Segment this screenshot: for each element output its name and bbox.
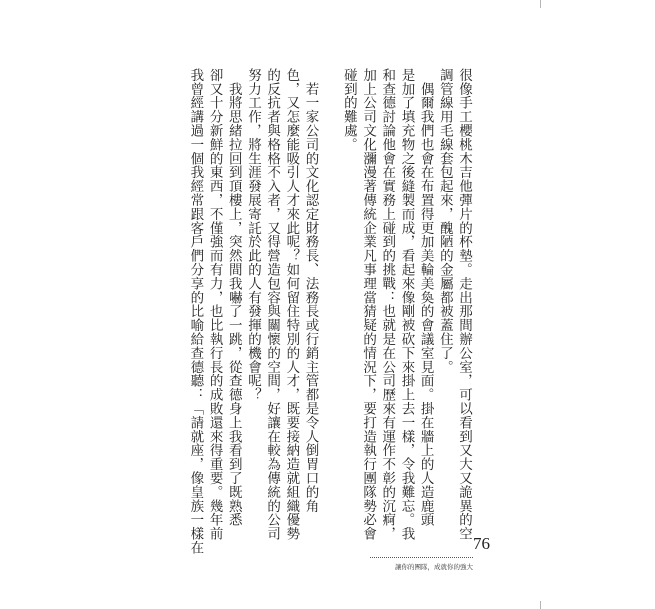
text-column: 我將思緒拉回到頂樓上，突然間我嚇了一跳，從查德身上我看到了既熟悉 [225,68,242,527]
text-column: 很像手工櫻桃木吉他彈片的杯墊。走出那間辦公室，可以看到又大又詭異的空 [456,68,472,541]
text-column: 偶爾我們也會在布置得更加美輪美奐的會議室見面。掛在牆上的人造鹿頭 [417,68,434,527]
text-column: 的反抗者與格格不入者，又得營造包容與關懷的空間，好讓在較為傳統的公司 [264,68,281,541]
page-number: 76 [473,534,490,553]
text-column: 若一家公司的文化認定財務長、法務長或行銷主管都是令人倒胃口的角 [302,68,319,513]
text-column: 努力工作，將生涯發展寄託於此的人有發揮的機會呢？ [244,68,261,402]
text-column: 卻又十分新鮮的東西，不僅強而有力，也比執行長的成敗還來得重要。幾年前 [206,68,223,541]
footer-divider [370,557,473,558]
running-footer-title: 讓你的團隊，成就你的強大 [395,563,473,571]
crop-mark-top [540,0,541,8]
body-text [173,68,473,555]
text-column: 和查德討論他會在實務上碰到的挑戰：也就是在公司歷來有運作不彰的沉痾， [379,68,396,541]
text-column: 調管線用毛線套包起來，醜陋的金屬都被蓋住了。 [436,68,453,374]
text-column: 碰到的難處。 [340,68,357,152]
text-column: 加上公司文化瀰漫著傳統企業凡事理當猜疑的情況下，要打造執行團隊勢必會 [360,68,377,541]
crop-mark-bottom [540,601,541,609]
text-column: 我曾經講過一個我經常跟客戶們分享的比喻給查德聽：「請就座，像皇族一樣在 [187,68,204,555]
text-column: 是加了填充物之後縫製而成，看起來像剛被砍下來掛上去一樣，令我難忘。我 [398,68,415,541]
text-column: 色，又怎麼能吸引人才來此呢？如何留住特別的人才，既要接納造就組織優勢 [283,68,300,541]
paragraph-gap [320,68,339,338]
